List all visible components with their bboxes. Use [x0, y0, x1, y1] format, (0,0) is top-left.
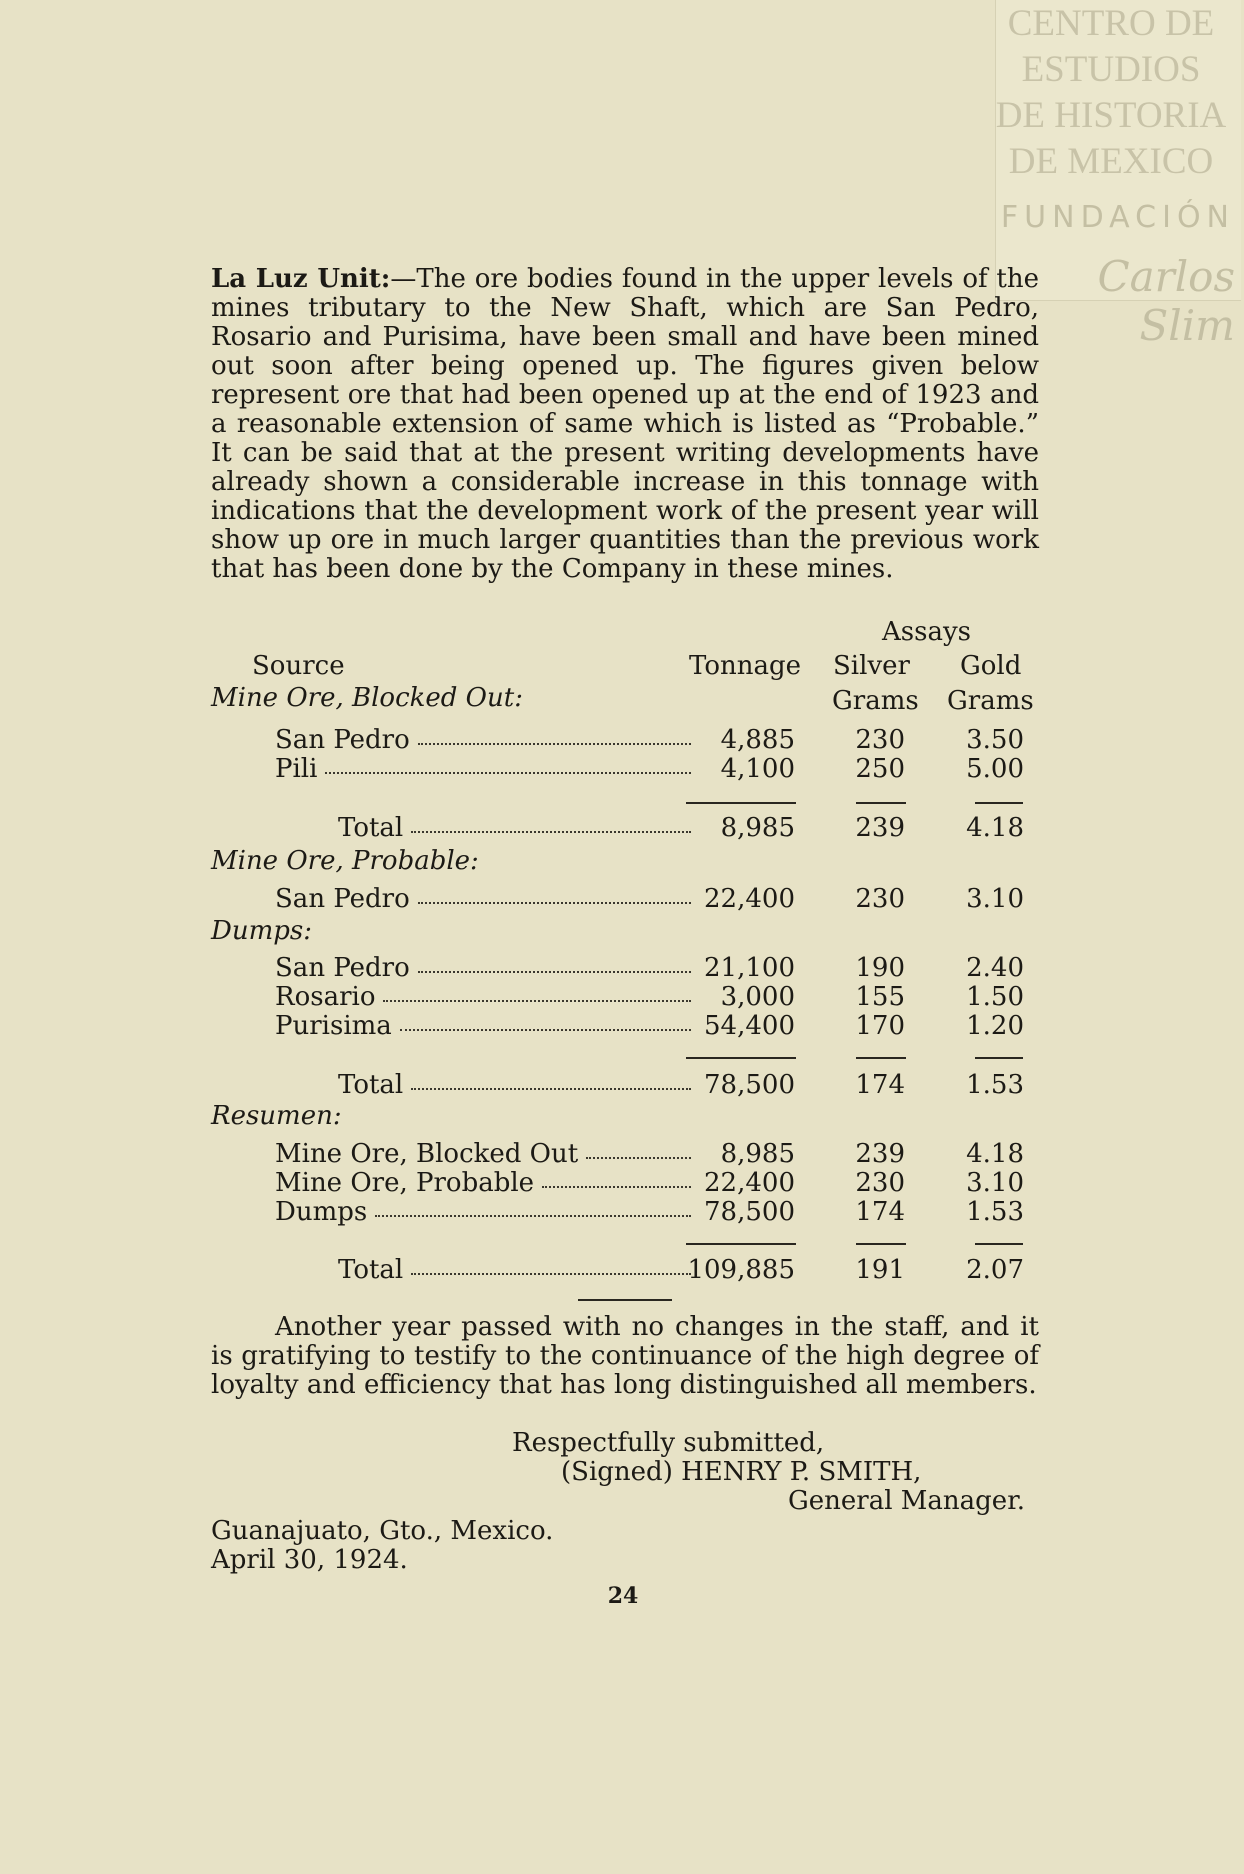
table-row: [0, 754, 1244, 784]
row-label: Mine Ore, Blocked Out: [275, 1139, 579, 1169]
section-resumen-heading: Resumen:: [211, 1101, 342, 1131]
row-silver: 174: [855, 1197, 905, 1227]
signed-line: (Signed) HENRY P. SMITH,: [561, 1457, 922, 1487]
section-dumps-heading: Dumps:: [211, 916, 312, 946]
total-gold: 1.53: [966, 1070, 1024, 1100]
total-label: Total: [338, 1255, 404, 1285]
row-tonnage: 4,100: [720, 754, 795, 784]
subtotal-rule-gold: [975, 1057, 1023, 1059]
closing-paragraph: Another year passed with no changes in the staff, and it is gratifying to testify to the continuance of the high degree of loyalty and efficiency that has long distinguished all members.: [211, 1312, 1039, 1400]
subtotal-rule-tonnage: [686, 802, 796, 804]
section-probable-heading: Mine Ore, Probable:: [211, 846, 479, 876]
table-row: [0, 982, 1244, 1012]
row-silver: 230: [855, 725, 905, 755]
total-gold: 4.18: [966, 813, 1024, 843]
stamp-line-3: DE HISTORIA: [995, 95, 1227, 136]
row-tonnage: 4,885: [720, 725, 795, 755]
table-row: [0, 725, 1244, 755]
row-silver: 239: [855, 1139, 905, 1169]
row-gold: 3.10: [966, 1168, 1024, 1198]
subtotal-rule-tonnage: [686, 1057, 796, 1059]
total-row: [0, 1255, 1244, 1285]
section-blocked-heading: Mine Ore, Blocked Out:: [211, 683, 523, 713]
total-row: [0, 1070, 1244, 1100]
subtotal-rule-silver: [856, 1243, 906, 1245]
page-number: 24: [607, 1583, 639, 1609]
row-gold: 4.18: [966, 1139, 1024, 1169]
row-silver: 230: [855, 884, 905, 914]
stamp-signature: Carlos Slim: [1097, 252, 1235, 350]
table-row: [0, 1011, 1244, 1041]
row-gold: 3.10: [966, 884, 1024, 914]
table-row: [0, 1197, 1244, 1227]
stamp-line-1: CENTRO DE: [1007, 3, 1215, 44]
subtotal-rule-gold: [975, 1243, 1023, 1245]
total-label: Total: [338, 813, 404, 843]
total-tonnage: 78,500: [704, 1070, 795, 1100]
row-label: San Pedro: [275, 953, 410, 983]
subtotal-rule-silver: [856, 802, 906, 804]
table-row: [0, 1139, 1244, 1169]
row-label: San Pedro: [275, 884, 410, 914]
row-label: Rosario: [275, 982, 376, 1012]
total-gold: 2.07: [966, 1255, 1024, 1285]
col-gold-header: Gold: [960, 651, 1022, 681]
stamp-line-2: ESTUDIOS: [1021, 49, 1201, 90]
total-row: [0, 813, 1244, 843]
unit-silver: Grams: [832, 686, 919, 716]
stamp-line-4: DE MEXICO: [1008, 141, 1214, 182]
total-label: Total: [338, 1070, 404, 1100]
table-row: [0, 1168, 1244, 1198]
row-tonnage: 22,400: [704, 884, 795, 914]
row-gold: 3.50: [966, 725, 1024, 755]
unit-gold: Grams: [947, 686, 1034, 716]
row-label: Mine Ore, Probable: [275, 1168, 535, 1198]
row-gold: 1.50: [966, 982, 1024, 1012]
archive-stamp: [995, 0, 1241, 350]
subtotal-rule-gold: [975, 802, 1023, 804]
total-silver: 191: [855, 1255, 905, 1285]
row-tonnage: 78,500: [704, 1197, 795, 1227]
col-source-header: Source: [252, 651, 345, 681]
row-silver: 155: [855, 982, 905, 1012]
row-gold: 5.00: [966, 754, 1024, 784]
place-line: Guanajuato, Gto., Mexico.: [211, 1516, 554, 1546]
row-gold: 2.40: [966, 953, 1024, 983]
row-label: Purisima: [275, 1011, 392, 1041]
section-divider: [578, 1299, 672, 1301]
row-silver: 230: [855, 1168, 905, 1198]
total-tonnage: 8,985: [720, 813, 795, 843]
total-silver: 174: [855, 1070, 905, 1100]
row-tonnage: 54,400: [704, 1011, 795, 1041]
row-tonnage: 3,000: [720, 982, 795, 1012]
signer-title: General Manager.: [788, 1486, 1026, 1516]
stamp-foundation: FUNDACIÓN: [1000, 200, 1235, 235]
table-row: [0, 953, 1244, 983]
intro-text: —The ore bodies found in the upper levels of the mines tributary to the New Shaft, which are San Pedro, Rosario and Purisima, have been small and have been mined out soon after being opened up. The figures given below represent ore that had been opened up at the end of 1923 and a reasonable extension of same which is listed as “Probable.” It can be said that at the present writing developments have already shown a considerable increase in this tonnage with indications that the development work of the present year will show up ore in much larger quantities than the previous work that has been done by the Company in these mines.: [211, 264, 1040, 584]
respectfully-submitted: Respectfully submitted,: [512, 1428, 825, 1458]
row-tonnage: 22,400: [704, 1168, 795, 1198]
total-tonnage: 109,885: [687, 1255, 795, 1285]
subtotal-rule-silver: [856, 1057, 906, 1059]
row-silver: 170: [855, 1011, 905, 1041]
row-tonnage: 21,100: [704, 953, 795, 983]
table-row: [0, 884, 1244, 914]
subtotal-rule-tonnage: [686, 1243, 796, 1245]
row-silver: 190: [855, 953, 905, 983]
intro-paragraph: [211, 265, 1039, 584]
row-label: Pili: [275, 754, 318, 784]
row-silver: 250: [855, 754, 905, 784]
row-gold: 1.53: [966, 1197, 1024, 1227]
col-tonnage-header: Tonnage: [689, 651, 801, 681]
intro-heading: La Luz Unit:: [211, 264, 391, 294]
date-line: April 30, 1924.: [211, 1545, 408, 1575]
col-silver-header: Silver: [833, 651, 910, 681]
assays-header: Assays: [882, 617, 971, 647]
row-label: Dumps: [275, 1197, 368, 1227]
row-gold: 1.20: [966, 1011, 1024, 1041]
row-tonnage: 8,985: [720, 1139, 795, 1169]
row-label: San Pedro: [275, 725, 410, 755]
total-silver: 239: [855, 813, 905, 843]
